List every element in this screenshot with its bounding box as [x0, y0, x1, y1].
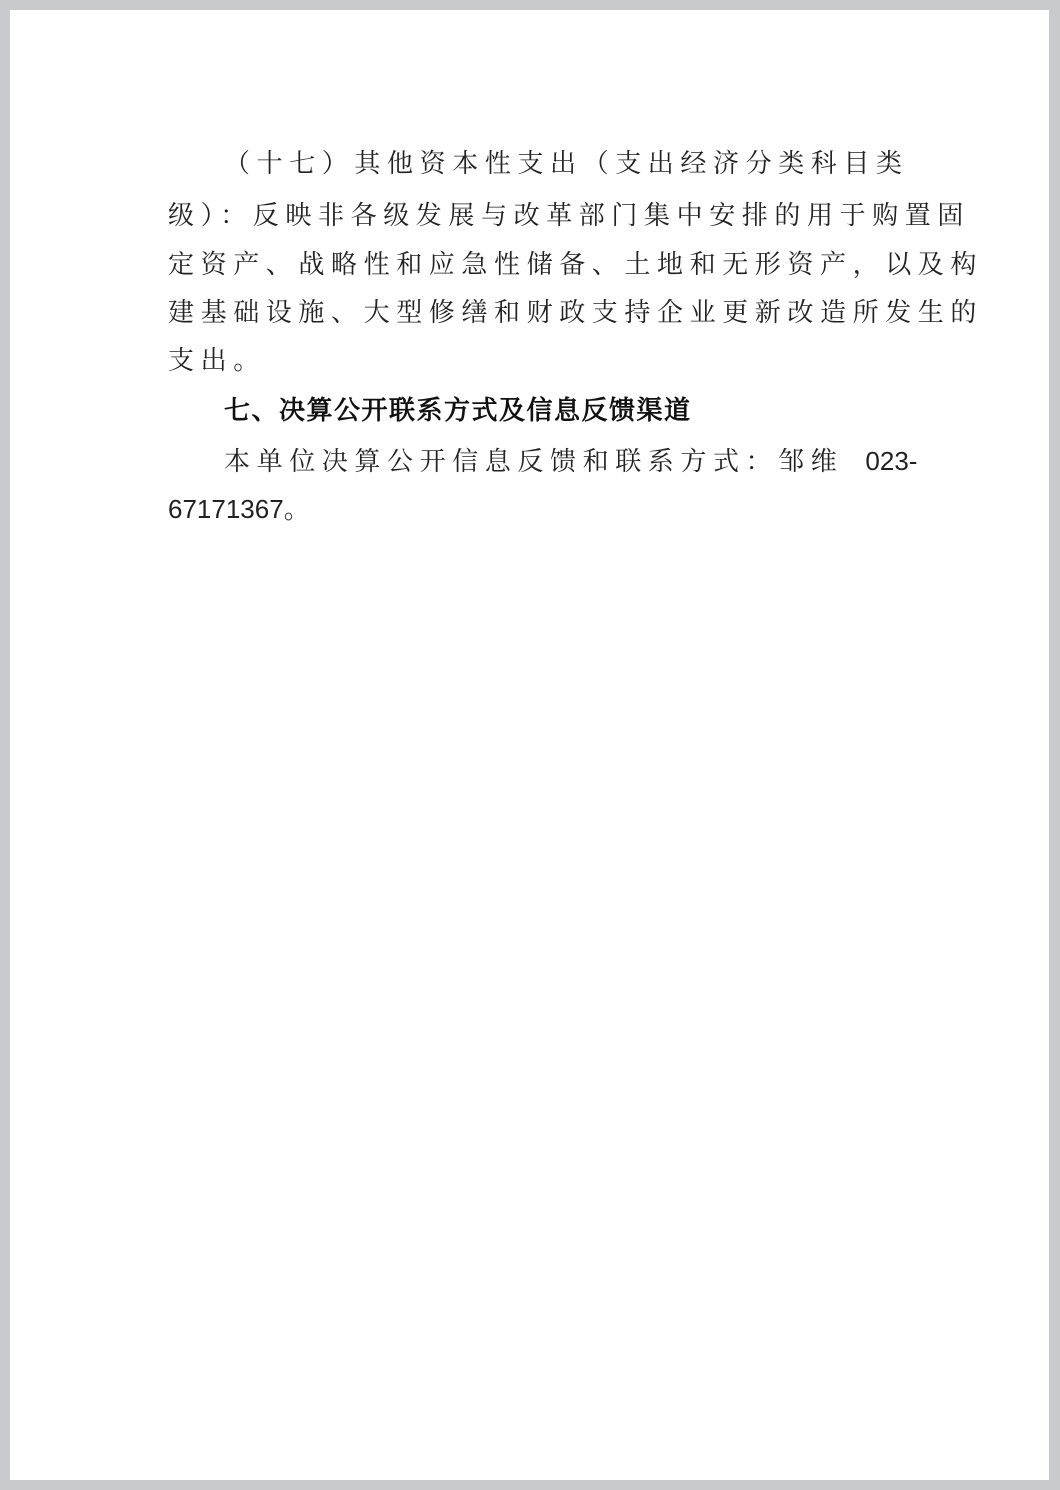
document-page	[10, 10, 1049, 1480]
phone-period: 。	[283, 495, 317, 525]
paragraph-17-line-5: 支出。	[168, 346, 266, 376]
phone-number-part2: 67171367	[168, 494, 284, 524]
paragraph-17-line-2: 级）：反映非各级发展与改革部门集中安排的用于购置固	[168, 201, 971, 231]
contact-line	[224, 446, 917, 477]
phone-line	[168, 494, 316, 525]
section-7-heading: 七、决算公开联系方式及信息反馈渠道	[224, 396, 692, 426]
paragraph-17-line-4: 建基础设施、大型修缮和财政支持企业更新改造所发生的	[168, 298, 984, 328]
phone-number-part1: 023-	[865, 446, 918, 476]
paragraph-17-line-1: （十七）其他资本性支出（支出经济分类科目类	[224, 149, 909, 179]
contact-label: 本单位决算公开信息反馈和联系方式：邹维	[224, 447, 844, 477]
paragraph-17-line-3: 定资产、战略性和应急性储备、土地和无形资产，以及构	[168, 250, 984, 280]
